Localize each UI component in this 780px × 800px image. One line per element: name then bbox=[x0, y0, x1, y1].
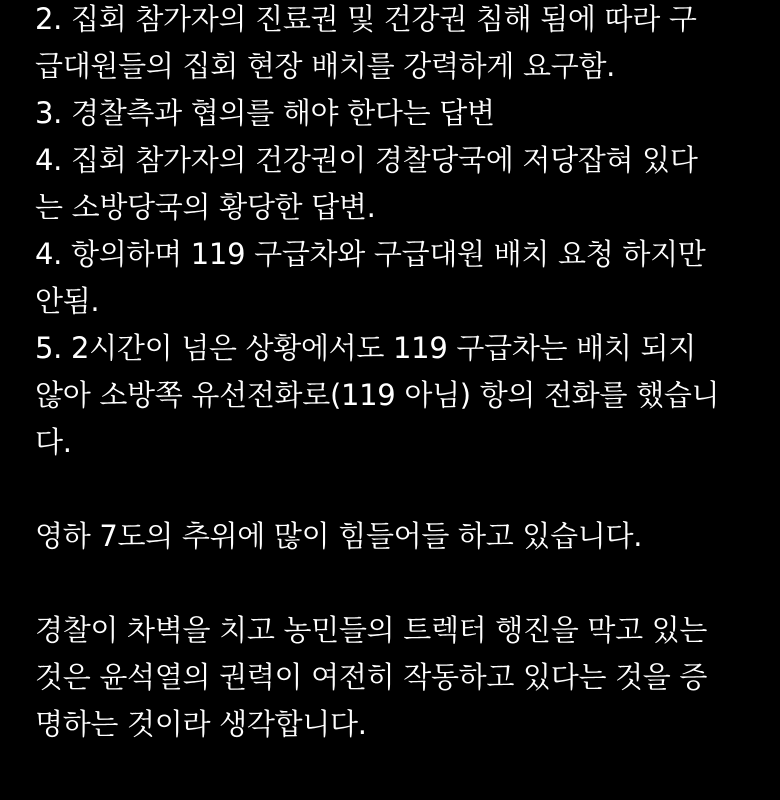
text-line: 2. 집회 참가자의 진료권 및 건강권 침해 됨에 따라 구 bbox=[35, 2, 697, 36]
paragraph-spacer bbox=[35, 560, 765, 607]
paragraph-spacer bbox=[35, 466, 765, 513]
text-line: 3. 경찰측과 협의를 해야 한다는 답변 bbox=[35, 96, 495, 130]
text-line: 다. bbox=[35, 425, 72, 459]
text-line: 않아 소방쪽 유선전화로(119 아님) 항의 전화를 했습니 bbox=[35, 378, 720, 412]
post-body bbox=[35, 0, 765, 748]
text-line: 는 소방당국의 황당한 답변. bbox=[35, 190, 376, 224]
paragraph-weather bbox=[35, 513, 765, 560]
text-line: 경찰이 차벽을 치고 농민들의 트렉터 행진을 막고 있는 bbox=[35, 613, 708, 647]
text-line: 5. 2시간이 넘은 상황에서도 119 구급차는 배치 되지 bbox=[35, 331, 696, 365]
text-line: 4. 항의하며 119 구급차와 구급대원 배치 요청 하지만 bbox=[35, 237, 706, 271]
paragraph-conclusion bbox=[35, 607, 765, 748]
text-line: 영하 7도의 추위에 많이 힘들어들 하고 있습니다. bbox=[35, 519, 643, 553]
text-line: 급대원들의 집회 현장 배치를 강력하게 요구함. bbox=[35, 49, 616, 83]
text-line: 안됨. bbox=[35, 284, 100, 318]
text-line: 4. 집회 참가자의 건강권이 경찰당국에 저당잡혀 있다 bbox=[35, 143, 698, 177]
text-line: 것은 윤석열의 권력이 여전히 작동하고 있다는 것을 증 bbox=[35, 660, 708, 694]
text-line: 명하는 것이라 생각합니다. bbox=[35, 707, 367, 741]
paragraph-list-items bbox=[35, 0, 765, 466]
